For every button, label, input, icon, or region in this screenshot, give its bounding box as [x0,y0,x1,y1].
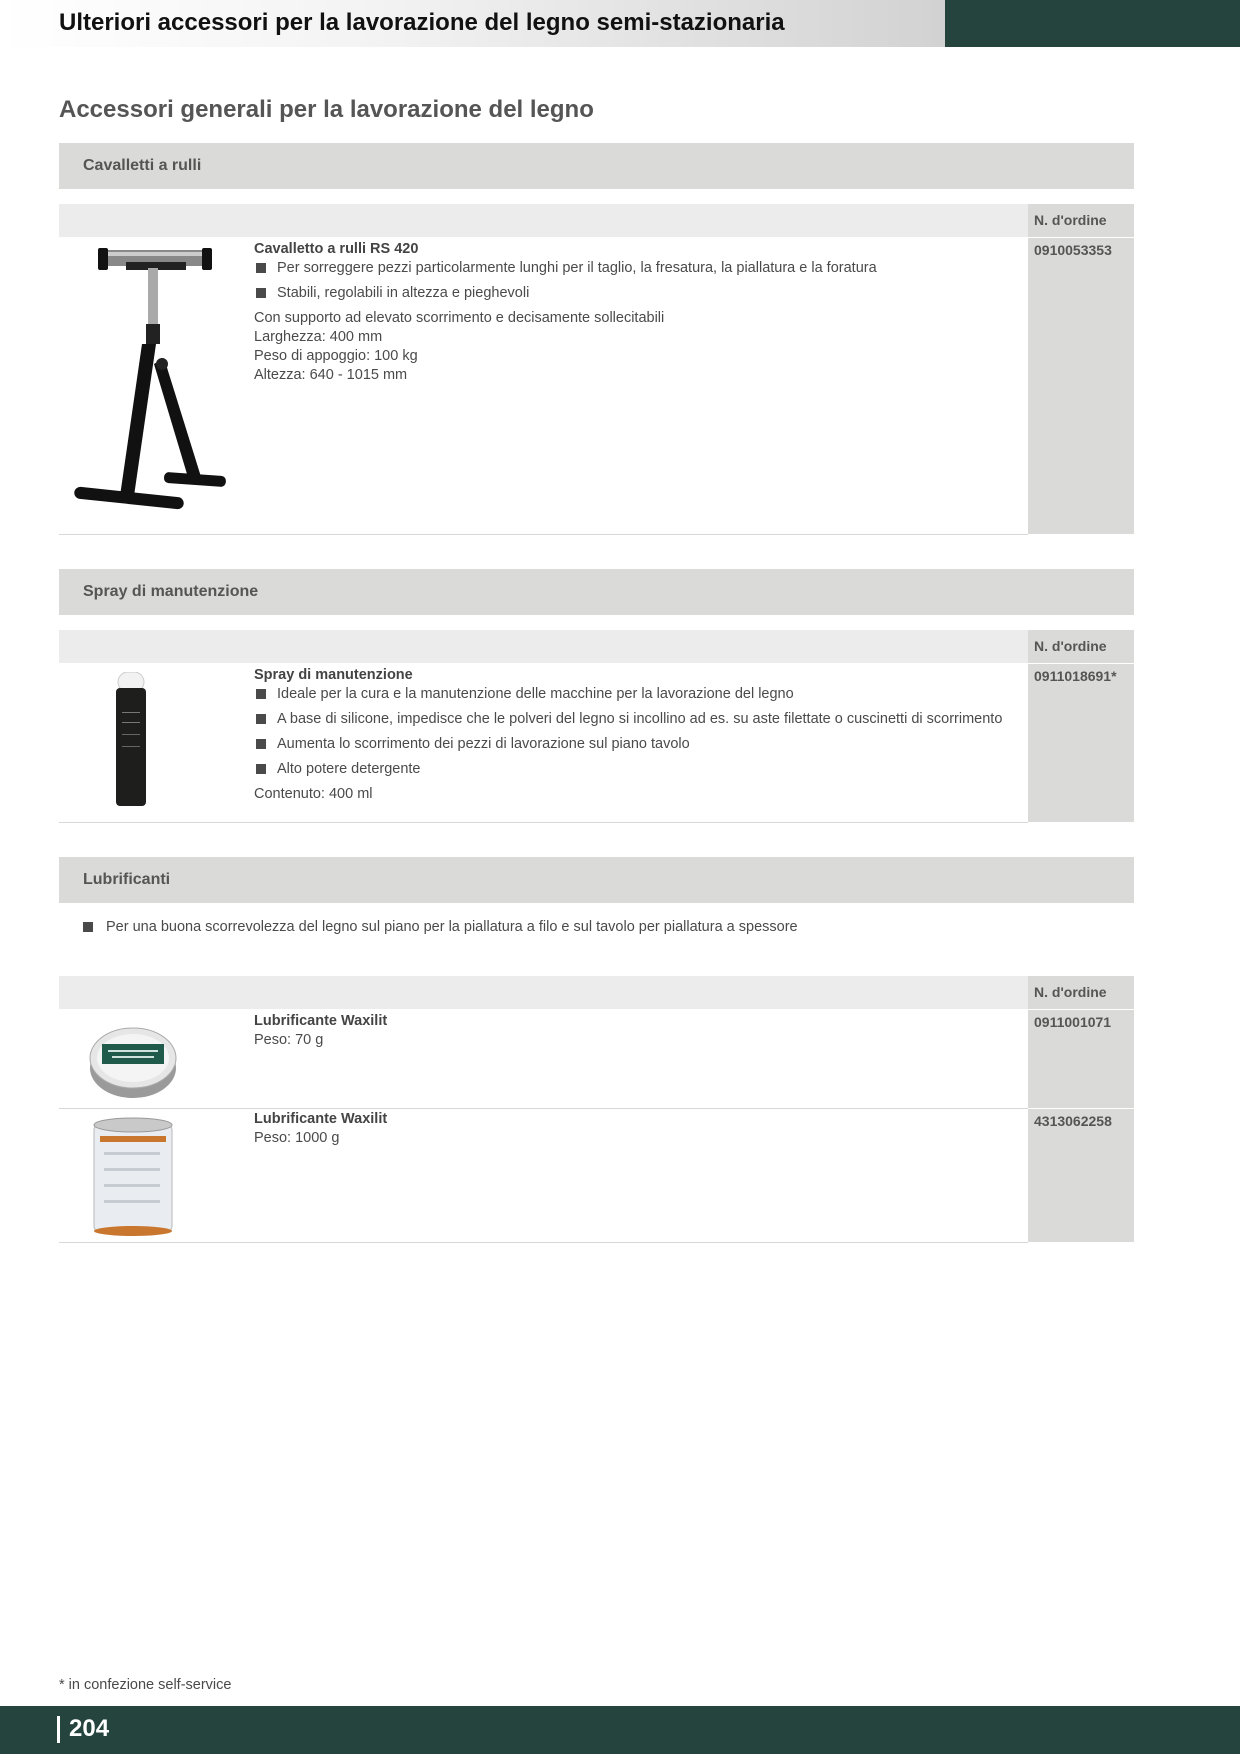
page-number: 204 [69,1715,110,1742]
category-title: Lubrificanti [83,871,171,888]
spec-text: Peso: 1000 g [254,1130,340,1146]
page-footer [0,1706,1240,1754]
product-description [254,240,1014,385]
product-description [254,1110,1014,1148]
product-name: Cavalletto a rulli RS 420 [254,241,419,257]
order-number-header: N. d'ordine [1028,204,1134,237]
row-divider [59,534,1028,535]
spec-text: Altezza: 640 - 1015 mm [254,367,408,383]
order-number: 4313062258 [1028,1109,1134,1242]
category-title: Cavalletti a rulli [83,157,202,174]
section-heading: Accessori generali per la lavorazione del legno [59,96,594,123]
row-divider [59,822,1028,823]
product-name: Lubrificante Waxilit [254,1013,388,1029]
roller-stand-image [70,244,230,529]
spray-can-image [112,672,152,808]
product-description [254,666,1014,804]
product-description [254,1012,1014,1050]
spec-text: Contenuto: 400 ml [254,786,373,802]
feature-bullet: Alto potere detergente [254,760,1014,779]
spec-text: Larghezza: 400 mm [254,329,383,345]
spec-text: Con supporto ad elevato scorrimento e decisamente sollecitabili [254,310,665,326]
category-title: Spray di manutenzione [83,583,259,600]
category-bar-lubricants [59,857,1134,903]
order-number: 0911001071 [1028,1010,1134,1108]
header-accent-block [945,0,1240,47]
product-name: Lubrificante Waxilit [254,1111,388,1127]
lubricant-tin-image [88,1018,178,1100]
feature-bullet: A base di silicone, impedisce che le polveri del legno si incollino ad es. su aste filettate o cuscinetti di scorrimento [254,710,1014,729]
spec-text: Peso di appoggio: 100 kg [254,348,418,364]
feature-bullet: Aumenta lo scorrimento dei pezzi di lavorazione sul piano tavolo [254,735,1014,754]
category-intro-bullet: Per una buona scorrevolezza del legno sul piano per la piallatura a filo e sul tavolo per piallatura a spessore [83,918,798,937]
feature-bullet: Stabili, regolabili in altezza e pieghevoli [254,284,1014,303]
row-divider [59,1242,1028,1243]
feature-list [254,259,1014,303]
category-bar-roller-stands [59,143,1134,189]
order-number-header: N. d'ordine [1028,976,1134,1009]
footnote: * in confezione self-service [59,1677,232,1693]
feature-list [254,685,1014,779]
row-divider [59,1108,1028,1109]
product-name: Spray di manutenzione [254,667,413,683]
table-header [59,630,1134,663]
page-header [0,0,1240,47]
table-header [59,976,1134,1009]
lubricant-can-image [92,1116,174,1238]
table-header [59,204,1134,237]
footer-divider [57,1716,60,1743]
feature-bullet: Per sorreggere pezzi particolarmente lunghi per il taglio, la fresatura, la piallatura e la foratura [254,259,1014,278]
spec-text: Peso: 70 g [254,1032,324,1048]
order-number: 0910053353 [1028,238,1134,534]
page-title: Ulteriori accessori per la lavorazione del legno semi-stazionaria [59,9,785,36]
order-number: 0911018691* [1028,664,1134,822]
category-bar-maintenance-spray [59,569,1134,615]
feature-bullet: Ideale per la cura e la manutenzione delle macchine per la lavorazione del legno [254,685,1014,704]
order-number-header: N. d'ordine [1028,630,1134,663]
